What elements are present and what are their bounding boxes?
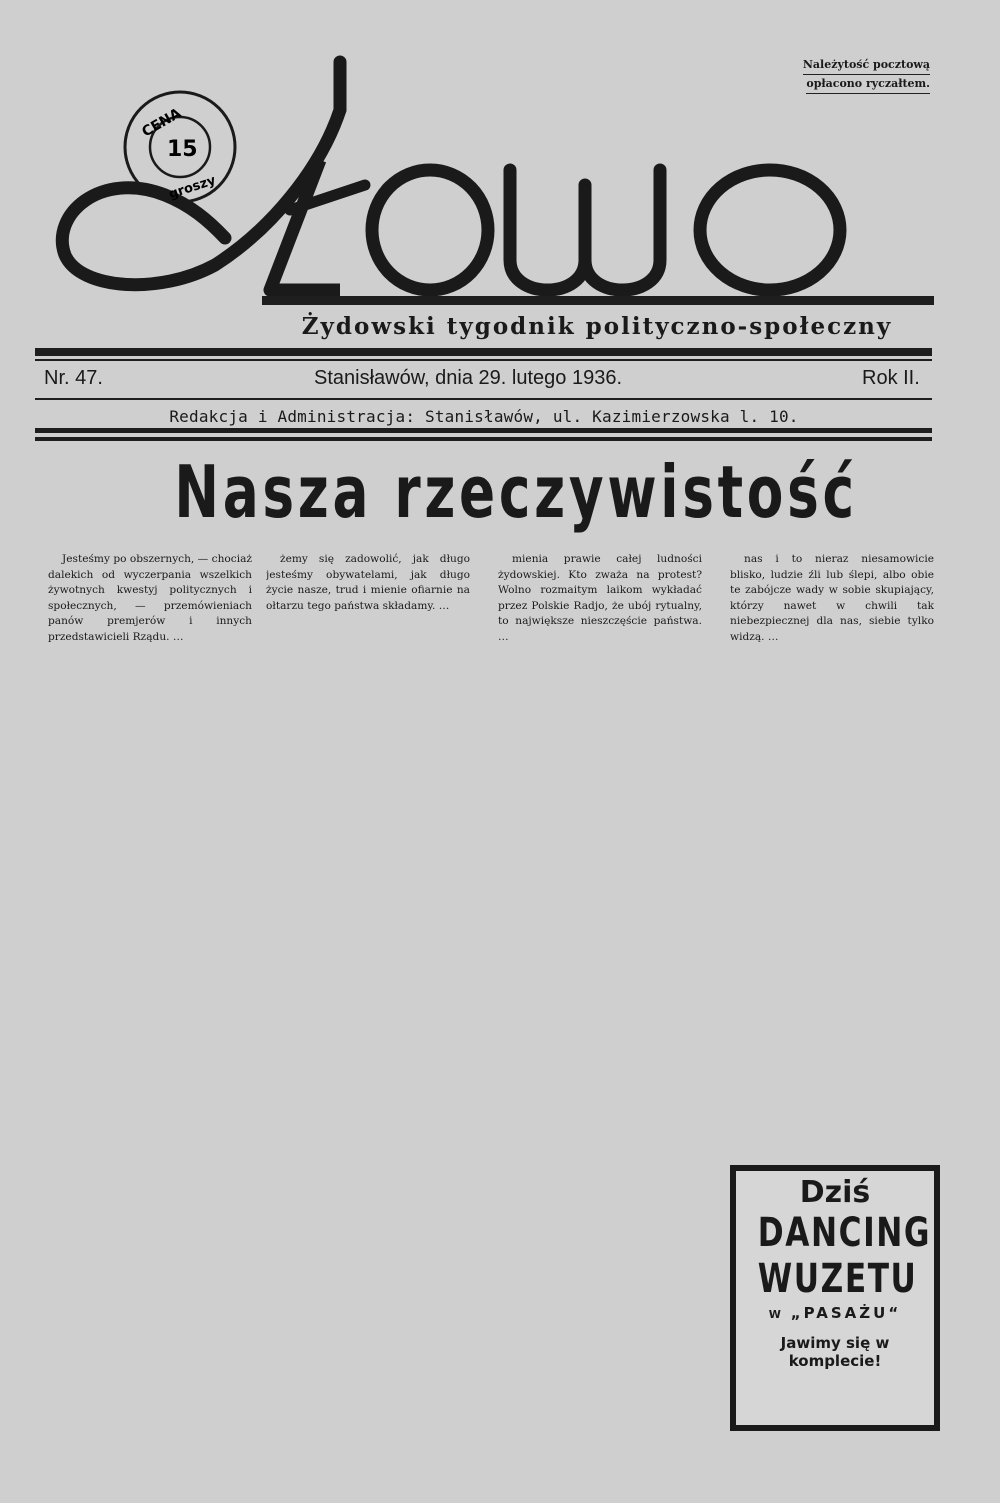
article-column-2 xyxy=(266,552,470,1424)
subtitle-top-rule xyxy=(262,296,934,305)
article-column-1-text: Jesteśmy po obszernych, — chociaż dalekich od wyczerpania wszelkich żywotnych kwestyj politycznych i społecznych, — przemówieniach panów premjerów i innych przedstawicieli Rządu. … xyxy=(48,553,252,643)
ad-wuzetu: WUZETU xyxy=(757,1256,918,1302)
ad-venue-prefix: W xyxy=(768,1308,784,1321)
ad-slogan: Jawimy się w komplecie! xyxy=(780,1334,890,1370)
article-column-2-text: żemy się zadowolić, jak długo jesteśmy obywatelami, jak długo życie nasze, trud i mienie ofiarnie na ołtarzu tego państwa składamy. … xyxy=(266,553,470,612)
article-column-4-text: nas i to nieraz niesamowicie blisko, ludzie źli lub ślepi, albo obie te zabójcze wady w sobie skupiający, którzy nawet w chwili tak niebezpiecznej dla nas, siebie tylko widzą. … xyxy=(730,553,934,643)
issue-year: Rok II. xyxy=(862,367,920,389)
header-rule-5 xyxy=(35,437,932,441)
article-column-3 xyxy=(498,552,702,1424)
editorial-address: Redakcja i Administracja: Stanisławów, ul. Kazimierzowska l. 10. xyxy=(169,407,799,426)
price-stamp xyxy=(115,85,245,215)
header-rule-2 xyxy=(35,359,932,361)
article-column-4 xyxy=(730,552,934,1144)
issue-date: Stanisławów, dnia 29. lutego 1936. xyxy=(314,367,622,389)
subtitle: Żydowski tygodnik polityczno-społeczny xyxy=(301,313,893,340)
advertisement-box xyxy=(730,1165,940,1431)
issue-info-row xyxy=(44,367,924,393)
ad-venue xyxy=(736,1304,934,1322)
ad-venue-name: „PASAŻU“ xyxy=(790,1304,902,1322)
stamp-top-label: CENA xyxy=(139,105,185,141)
issue-number: Nr. 47. xyxy=(44,367,103,389)
postage-line-2: opłacono ryczałtem. xyxy=(806,75,930,94)
ad-dancing: DANCING xyxy=(757,1210,932,1256)
header-rule-3 xyxy=(35,398,932,400)
header-rule-1 xyxy=(35,348,932,356)
article-headline: Nasza rzeczywistość xyxy=(174,450,858,534)
postage-line-1: Należytość pocztową xyxy=(803,56,930,75)
stamp-bottom-label: groszy xyxy=(167,173,218,203)
header-rule-4 xyxy=(35,428,932,433)
article-column-3-text: mienia prawie całej ludności żydowskiej. Kto zważa na protest? Wolno rozmaitym laikom wykładać przez Polskie Radjo, że ubój rytualny, to największe nieszczęście państwa. … xyxy=(498,553,702,643)
stamp-price-value: 15 xyxy=(167,137,198,162)
article-column-1 xyxy=(48,552,252,1424)
ad-today: Dziś xyxy=(799,1175,871,1210)
